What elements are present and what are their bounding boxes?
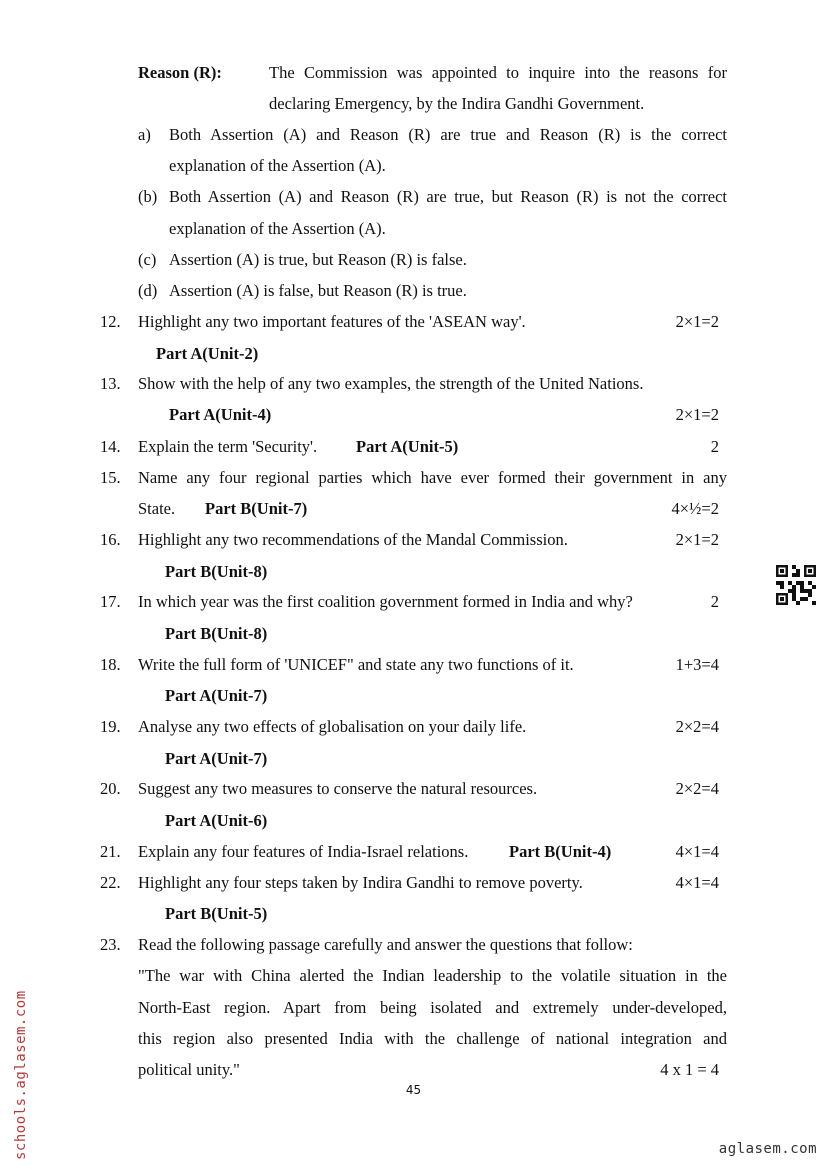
q21-part: Part B(Unit-4)	[509, 842, 612, 861]
reason-text-line2: declaring Emergency, by the Indira Gandhi Government.	[269, 94, 645, 113]
q18-part: Part A(Unit-7)	[165, 686, 268, 705]
q14-marks: 2	[710, 437, 719, 456]
q15-marks: 4×½=2	[671, 499, 719, 518]
option-a-line2: explanation of the Assertion (A).	[169, 156, 386, 175]
q23-number: 23.	[100, 935, 121, 954]
q19-text: Analyse any two effects of globalisation on your daily life.	[138, 717, 527, 736]
page-number: 45	[405, 1083, 422, 1097]
option-d-line1: Assertion (A) is false, but Reason (R) is true.	[169, 281, 467, 300]
q13-number: 13.	[100, 374, 121, 393]
q13-part: Part A(Unit-4)	[169, 405, 272, 424]
option-c-key: (c)	[138, 250, 157, 269]
bottom-watermark: aglasem.com	[718, 1141, 817, 1157]
q20-text: Suggest any two measures to conserve the natural resources.	[138, 779, 538, 798]
q20-part: Part A(Unit-6)	[165, 811, 268, 830]
q17-text: In which year was the first coalition government formed in India and why?	[138, 592, 633, 611]
option-d-key: (d)	[138, 281, 158, 300]
q12-marks: 2×1=2	[675, 312, 719, 331]
q21-marks: 4×1=4	[675, 842, 719, 861]
q22-part: Part B(Unit-5)	[165, 904, 268, 923]
option-b-key: (b)	[138, 187, 158, 206]
q16-number: 16.	[100, 530, 121, 549]
q14-text: Explain the term 'Security'.	[138, 437, 318, 456]
q16-part: Part B(Unit-8)	[165, 562, 268, 581]
reason-label: Reason (R):	[138, 63, 222, 82]
q23-passage-line3: this region also presented India with the challenge of national integration and	[138, 1029, 727, 1048]
q16-text: Highlight any two recommendations of the Mandal Commission.	[138, 530, 568, 549]
q21-number: 21.	[100, 842, 121, 861]
q20-marks: 2×2=4	[675, 779, 719, 798]
q21-text: Explain any four features of India-Israel relations.	[138, 842, 469, 861]
q22-marks: 4×1=4	[675, 873, 719, 892]
q12-number: 12.	[100, 312, 121, 331]
option-a-line1: Both Assertion (A) and Reason (R) are true and Reason (R) is the correct	[169, 125, 727, 144]
q15-line1: Name any four regional parties which have ever formed their government in any	[138, 468, 727, 487]
side-watermark: schools.aglasem.com	[13, 990, 29, 1160]
q17-number: 17.	[100, 592, 121, 611]
q23-text: Read the following passage carefully and answer the questions that follow:	[138, 935, 633, 954]
option-b-line2: explanation of the Assertion (A).	[169, 219, 386, 238]
q12-part: Part A(Unit-2)	[156, 344, 259, 363]
q22-text: Highlight any four steps taken by Indira Gandhi to remove poverty.	[138, 873, 583, 892]
q19-part: Part A(Unit-7)	[165, 749, 268, 768]
q20-number: 20.	[100, 779, 121, 798]
q17-part: Part B(Unit-8)	[165, 624, 268, 643]
q15-line2: State.	[138, 499, 176, 518]
q18-number: 18.	[100, 655, 121, 674]
q23-marks: 4 x 1 = 4	[660, 1060, 719, 1079]
option-c-line1: Assertion (A) is true, but Reason (R) is false.	[169, 250, 467, 269]
option-b-line1: Both Assertion (A) and Reason (R) are true, but Reason (R) is not the correct	[169, 187, 727, 206]
q19-marks: 2×2=4	[675, 717, 719, 736]
q13-text: Show with the help of any two examples, the strength of the United Nations.	[138, 374, 644, 393]
q18-marks: 1+3=4	[675, 655, 719, 674]
option-a-key: a)	[138, 125, 151, 144]
q14-part: Part A(Unit-5)	[356, 437, 459, 456]
q15-part: Part B(Unit-7)	[205, 499, 308, 518]
q15-number: 15.	[100, 468, 121, 487]
q22-number: 22.	[100, 873, 121, 892]
q14-number: 14.	[100, 437, 121, 456]
q17-marks: 2	[710, 592, 719, 611]
qr-code-icon	[776, 565, 816, 605]
q19-number: 19.	[100, 717, 121, 736]
reason-text-line1: The Commission was appointed to inquire into the reasons for	[269, 63, 727, 82]
q23-passage-line4: political unity."	[138, 1060, 240, 1079]
q23-passage-line1: "The war with China alerted the Indian leadership to the volatile situation in the	[138, 966, 727, 985]
q16-marks: 2×1=2	[675, 530, 719, 549]
q13-marks: 2×1=2	[675, 405, 719, 424]
q23-passage-line2: North-East region. Apart from being isolated and extremely under-developed,	[138, 998, 727, 1017]
q18-text: Write the full form of 'UNICEF" and state any two functions of it.	[138, 655, 574, 674]
q12-text: Highlight any two important features of the 'ASEAN way'.	[138, 312, 526, 331]
